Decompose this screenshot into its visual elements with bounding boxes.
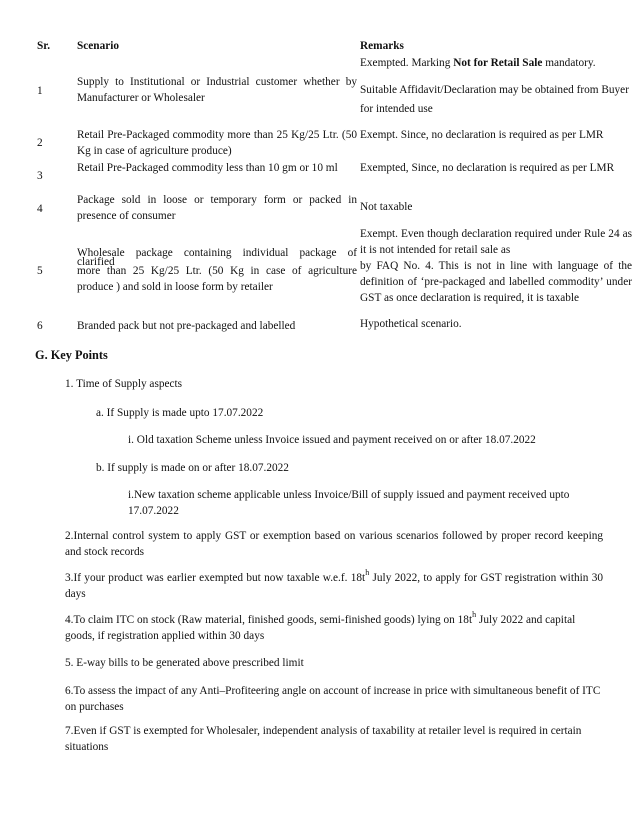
column-header-sr: Sr. — [37, 40, 51, 52]
row-1-remarks-note: Suitable Affidavit/Declaration may be obtained from Buyer for intended use — [360, 84, 629, 115]
row-4-sr: 4 — [37, 203, 43, 215]
row-4-remarks: Not taxable — [360, 201, 413, 213]
row-2-scenario: Retail Pre-Packaged commodity more than 25 Kg/25 Ltr. (50 Kg in case of agriculture produce) — [77, 129, 357, 157]
point-1: 1. Time of Supply aspects — [65, 378, 183, 390]
column-header-remarks: Remarks — [360, 40, 404, 52]
point-4: 4.To claim ITC on stock (Raw material, finished goods, semi-finished goods) lying on $18t^h$ July 2022 and capital goods, if registration applied within 30 days — [65, 610, 576, 642]
point-1a: a. If Supply is made upto 17.07.2022 — [96, 407, 264, 419]
row-6-remarks: Hypothetical scenario. — [360, 318, 462, 330]
row-1-scenario: Supply to Institutional or Industrial customer whether by Manufacturer or Wholesaler — [77, 76, 357, 104]
point-1a-i: i. Old taxation Scheme unless Invoice issued and payment received on or after 18.07.2022 — [128, 434, 536, 446]
point-1b: b. If supply is made on or after 18.07.2022 — [96, 462, 289, 474]
row-5-scenario-line1: Wholesale package containing individual package of — [77, 247, 357, 259]
row-5-sr: 5 — [37, 265, 43, 277]
row-1-sr: 1 — [37, 85, 43, 97]
row-4-scenario: Package sold in loose or temporary form or packed in presence of consumer — [77, 194, 357, 222]
row-3-remarks: Exempted, Since, no declaration is required as per LMR — [360, 162, 615, 174]
row-5-remarks: Exempt. Even though declaration required under Rule 24 as it is not intended for retail sale as — [360, 228, 632, 256]
row-3-scenario: Retail Pre-Packaged commodity less than 10 gm or 10 ml — [77, 162, 338, 174]
point-1b-i: i.New taxation scheme applicable unless Invoice/Bill of supply issued and payment received upto 17.07.2022 — [128, 489, 570, 517]
row-5-remarks-cont: by FAQ No. 4. This is not in line with language of the definition of ‘pre-packaged and labelled commodity’ under GST as once declaration is required, it is taxable — [360, 260, 632, 304]
point-3: 3.If your product was earlier exempted but now taxable w.e.f. $18t^h$ July 2022, to apply for GST registration within 30 days — [65, 568, 603, 600]
point-5: 5. E-way bills to be generated above prescribed limit — [65, 657, 304, 669]
row-2-sr: 2 — [37, 137, 43, 149]
point-7: 7.Even if GST is exempted for Wholesaler, independent analysis of taxability at retailer level is required in certain situations — [65, 725, 582, 753]
row-5-scenario: more than 25 Kg/25 Ltr. (50 Kg in case of agriculture produce ) and sold in loose form by retailer — [77, 265, 357, 293]
column-header-scenario: Scenario — [77, 40, 120, 52]
point-6: 6.To assess the impact of any Anti–Profiteering angle on account of increase in price with simultaneous benefit of ITC on purchases — [65, 685, 601, 713]
row-6-sr: 6 — [37, 320, 43, 332]
point-2: 2.Internal control system to apply GST or exemption based on various scenarios followed by proper record keeping and stock records — [65, 530, 603, 558]
row-1-remarks: Exempted. Marking Not for Retail Sale mandatory. — [360, 57, 596, 69]
row-6-scenario: Branded pack but not pre-packaged and labelled — [77, 320, 296, 332]
row-3-sr: 3 — [37, 170, 43, 182]
section-heading: G. Key Points — [35, 348, 108, 362]
row-5-scenario-overlap: clarified — [77, 256, 115, 268]
row-2-remarks: Exempt. Since, no declaration is required as per LMR — [360, 129, 604, 141]
